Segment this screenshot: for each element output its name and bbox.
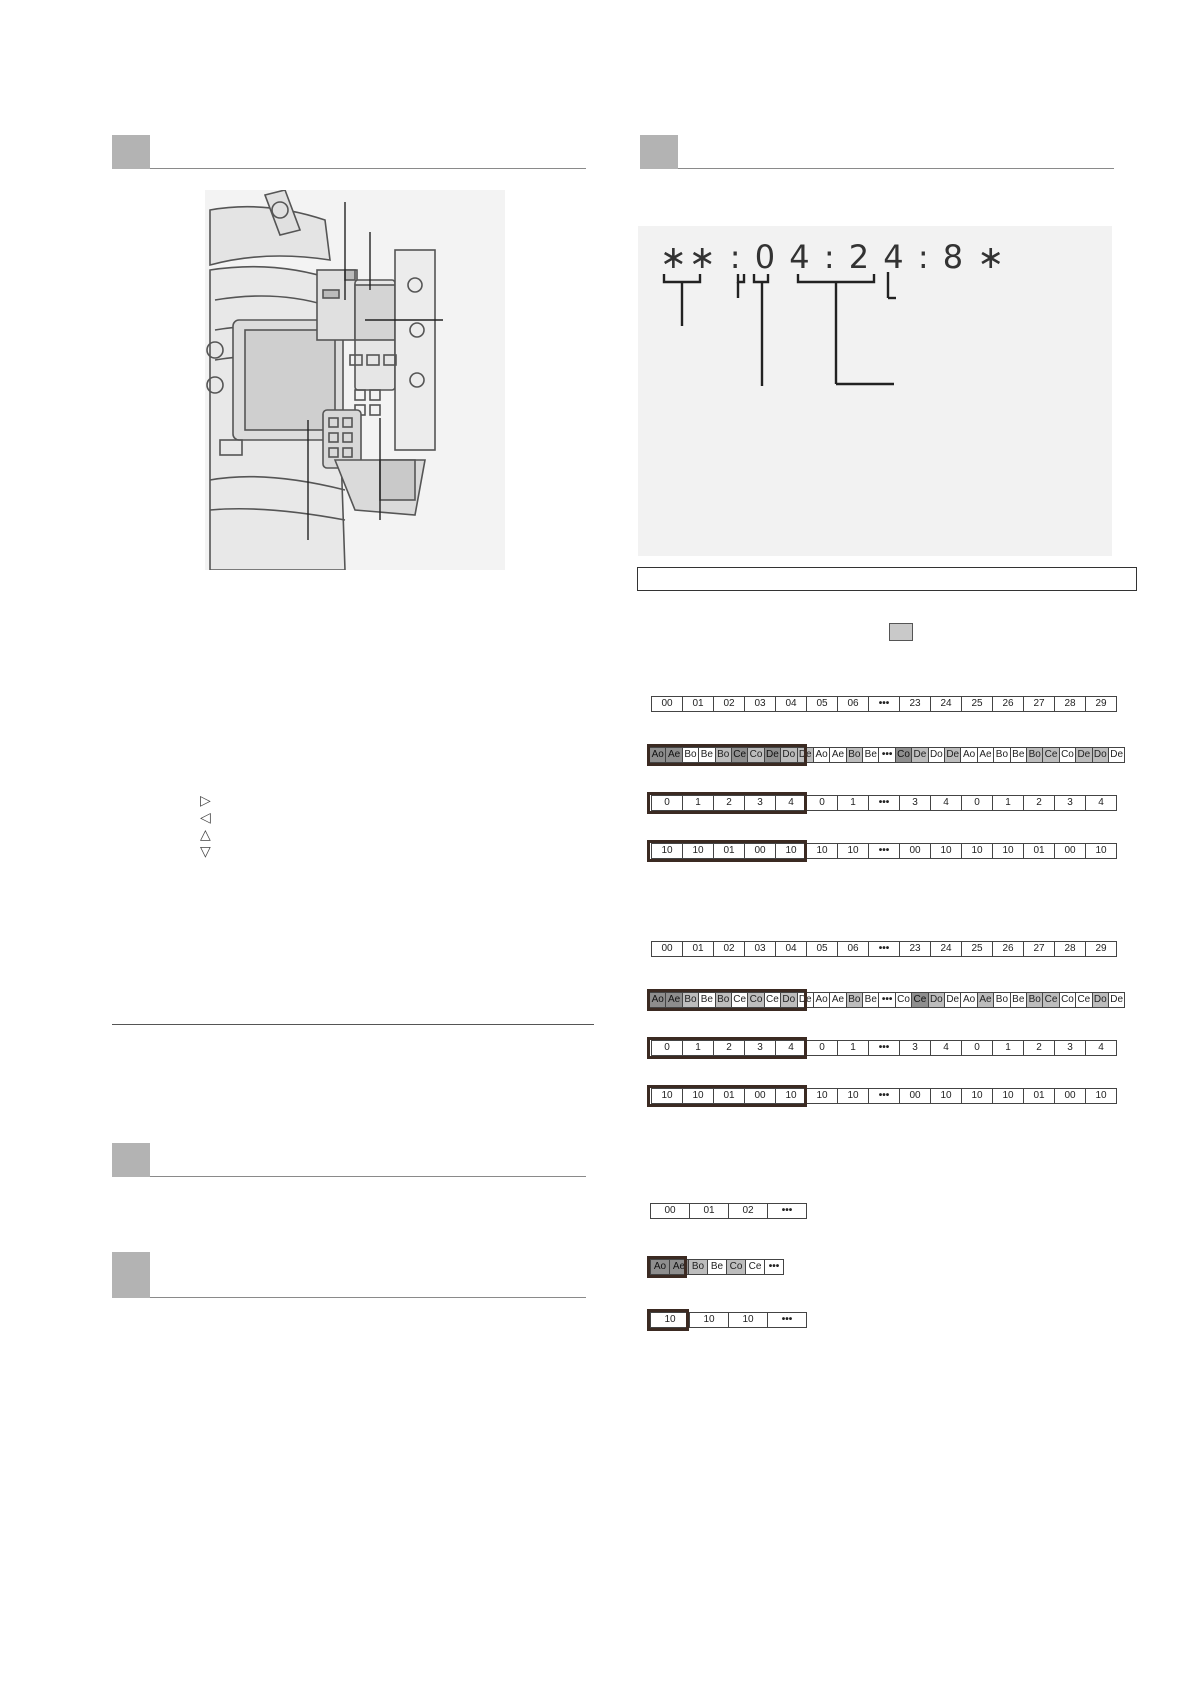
sequence-cell: Bo: [683, 748, 699, 762]
sequence-cell: 00: [652, 942, 683, 956]
sequence-cell: 28: [1055, 697, 1086, 711]
legend-swatch: [889, 623, 913, 641]
sequence-cell: 01: [690, 1204, 729, 1218]
sequence-cell: 1: [993, 796, 1024, 810]
sequence-cell: 01: [1024, 1089, 1055, 1103]
sequence-cell: 10: [683, 1089, 714, 1103]
field-row: [649, 747, 1125, 763]
sequence-cell: •••: [781, 1314, 793, 1325]
sequence-cell: Co: [896, 993, 912, 1007]
sequence-cell: Bo: [1027, 748, 1043, 762]
sequence-cell: De: [912, 748, 928, 762]
sequence-cell: 23: [900, 697, 931, 711]
sequence-cell: Bo: [994, 748, 1010, 762]
field-row: [649, 992, 1125, 1008]
sequence-cell: Ao: [961, 993, 977, 1007]
section-marker: [112, 135, 150, 169]
sequence-cell: 0: [962, 1041, 993, 1055]
sequence-cell: Co: [1060, 748, 1076, 762]
sequence-cell: 10: [962, 844, 993, 858]
sequence-cell: Ae: [978, 748, 994, 762]
sequence-cell: 10: [993, 844, 1024, 858]
sequence-cell: 01: [683, 942, 714, 956]
sequence-cell: 1: [838, 796, 869, 810]
sequence-cell: 01: [683, 697, 714, 711]
sequence-cell: De: [1076, 748, 1092, 762]
left-arrow-icon: ◁: [200, 810, 211, 826]
sequence-cell: 3: [1055, 796, 1086, 810]
sequence-cell: 10: [807, 844, 838, 858]
sequence-cell: 10: [931, 844, 962, 858]
sequence-cell: Co: [1060, 993, 1076, 1007]
sequence-cell: 03: [745, 697, 776, 711]
sequence-cell: Do: [781, 748, 797, 762]
sequence-cell: •••: [879, 748, 895, 762]
frame-number-row: [651, 941, 1117, 957]
sequence-cell: Ao: [651, 1260, 670, 1274]
sequence-cell: Bo: [689, 1260, 708, 1274]
sequence-cell: 24: [931, 697, 962, 711]
sequence-cell: Ce: [1076, 993, 1092, 1007]
sequence-cell: 4: [931, 796, 962, 810]
sequence-cell: 10: [683, 844, 714, 858]
sequence-cell: 1: [683, 796, 714, 810]
sequence-cell: Ae: [666, 993, 682, 1007]
sequence-cell: Ce: [732, 993, 748, 1007]
frame-number-row: [650, 1203, 807, 1219]
sequence-cell: Co: [748, 748, 764, 762]
sequence-cell: 01: [714, 1089, 745, 1103]
sequence-cell: 10: [652, 1089, 683, 1103]
sequence-cell: 26: [993, 942, 1024, 956]
divider: [112, 1024, 594, 1025]
sequence-cell: •••: [869, 1089, 900, 1103]
sequence-cell: 01: [1024, 844, 1055, 858]
code-row: [650, 1312, 807, 1328]
sequence-cell: •••: [869, 942, 900, 956]
down-arrow-icon: ▽: [200, 844, 211, 860]
sequence-cell: Ao: [814, 993, 830, 1007]
sequence-cell: 0: [652, 796, 683, 810]
sequence-cell: 4: [1098, 1042, 1104, 1053]
timecode-brackets: [638, 226, 1112, 396]
sequence-cell: 00: [745, 844, 776, 858]
sequence-cell: 10: [652, 844, 683, 858]
sequence-cell: Co: [727, 1260, 746, 1274]
sequence-cell: Do: [1093, 993, 1109, 1007]
sequence-cell: 4: [931, 1041, 962, 1055]
section-rule: [150, 1297, 586, 1298]
sequence-cell: 10: [838, 844, 869, 858]
sequence-cell: Ao: [814, 748, 830, 762]
sequence-cell: 10: [776, 844, 807, 858]
sequence-cell: 3: [900, 1041, 931, 1055]
sequence-cell: 00: [1055, 844, 1086, 858]
section-header-left-3: [112, 1252, 586, 1296]
sequence-cell: 25: [962, 697, 993, 711]
sequence-cell: Bo: [683, 993, 699, 1007]
sequence-cell: 10: [838, 1089, 869, 1103]
sequence-cell: 10: [807, 1089, 838, 1103]
sequence-cell: De: [945, 993, 961, 1007]
sequence-cell: 3: [745, 1041, 776, 1055]
sequence-cell: De: [798, 748, 814, 762]
sequence-cell: 25: [962, 942, 993, 956]
sequence-cell: 02: [714, 942, 745, 956]
sequence-cell: 10: [776, 1089, 807, 1103]
sequence-cell: 24: [931, 942, 962, 956]
sequence-cell: 06: [838, 697, 869, 711]
sequence-cell: Ao: [650, 748, 666, 762]
sequence-cell: 10: [1095, 845, 1107, 856]
up-arrow-icon: △: [200, 827, 211, 843]
sequence-cell: Bo: [847, 993, 863, 1007]
sequence-cell: •••: [869, 697, 900, 711]
sequence-cell: 29: [1095, 698, 1107, 709]
digit-row: [651, 1040, 1117, 1056]
sequence-cell: 27: [1024, 697, 1055, 711]
sequence-cell: 00: [900, 1089, 931, 1103]
sequence-cell: Do: [1093, 748, 1109, 762]
sequence-cell: 1: [683, 1041, 714, 1055]
sequence-cell: Co: [896, 748, 912, 762]
code-row: [651, 843, 1117, 859]
sequence-cell: Ao: [650, 993, 666, 1007]
timecode-display: ∗∗ : 0 4 : 2 4 : 8 ∗: [660, 238, 1007, 276]
sequence-cell: Ce: [912, 993, 928, 1007]
sequence-cell: 06: [838, 942, 869, 956]
sequence-cell: •••: [869, 844, 900, 858]
sequence-cell: Ce: [732, 748, 748, 762]
field-row: [650, 1259, 784, 1275]
sequence-cell: 05: [807, 697, 838, 711]
sequence-cell: 27: [1024, 942, 1055, 956]
sequence-cell: 0: [962, 796, 993, 810]
sequence-cell: 2: [714, 796, 745, 810]
sequence-cell: 28: [1055, 942, 1086, 956]
sequence-cell: 0: [807, 796, 838, 810]
sequence-cell: 10: [993, 1089, 1024, 1103]
section-marker: [112, 1143, 150, 1177]
sequence-cell: Be: [699, 748, 715, 762]
sequence-cell: Be: [863, 993, 879, 1007]
digit-row: [651, 795, 1117, 811]
sequence-cell: •••: [869, 1041, 900, 1055]
sequence-cell: Ae: [978, 993, 994, 1007]
sequence-cell: Ce: [765, 993, 781, 1007]
section-marker: [112, 1252, 150, 1298]
sequence-cell: 2: [1024, 1041, 1055, 1055]
sequence-cell: 4: [776, 1041, 807, 1055]
sequence-cell: 4: [1098, 797, 1104, 808]
sequence-cell: Ae: [830, 993, 846, 1007]
sequence-cell: Ce: [1043, 748, 1059, 762]
sequence-cell: •••: [879, 993, 895, 1007]
sequence-cell: •••: [869, 796, 900, 810]
sequence-cell: Do: [929, 748, 945, 762]
sequence-cell: Be: [1011, 993, 1027, 1007]
sequence-cell: 29: [1095, 943, 1107, 954]
sequence-cell: 2: [714, 1041, 745, 1055]
sequence-cell: 00: [745, 1089, 776, 1103]
sequence-cell: Be: [1011, 748, 1027, 762]
section-header-left-2: [112, 1143, 586, 1187]
sequence-cell: Bo: [1027, 993, 1043, 1007]
sequence-cell: De: [798, 993, 814, 1007]
sequence-cell: 04: [776, 697, 807, 711]
sequence-cell: 3: [900, 796, 931, 810]
sequence-cell: 01: [714, 844, 745, 858]
sequence-cell: 10: [962, 1089, 993, 1103]
frame-number-row: [651, 696, 1117, 712]
sequence-cell: Do: [929, 993, 945, 1007]
sequence-cell: 10: [931, 1089, 962, 1103]
sequence-cell: 10: [1095, 1090, 1107, 1101]
sequence-cell: De: [1110, 994, 1124, 1005]
sequence-cell: 26: [993, 697, 1024, 711]
note-box: [637, 567, 1137, 591]
sequence-cell: Ce: [746, 1260, 765, 1274]
sequence-cell: 04: [776, 942, 807, 956]
section-rule: [150, 168, 586, 169]
sequence-cell: Bo: [716, 993, 732, 1007]
sequence-cell: 3: [745, 796, 776, 810]
sequence-cell: Ae: [670, 1260, 689, 1274]
sequence-cell: Do: [781, 993, 797, 1007]
sequence-cell: Be: [708, 1260, 727, 1274]
sequence-cell: 02: [714, 697, 745, 711]
sequence-cell: 0: [652, 1041, 683, 1055]
sequence-cell: •••: [768, 1261, 780, 1272]
sequence-cell: Bo: [847, 748, 863, 762]
sequence-cell: 00: [900, 844, 931, 858]
section-header-right-1: [640, 135, 1114, 179]
sequence-cell: 02: [729, 1204, 768, 1218]
sequence-cell: Ae: [830, 748, 846, 762]
section-rule: [678, 168, 1114, 169]
section-rule: [150, 1176, 586, 1177]
code-row: [651, 1088, 1117, 1104]
sequence-cell: Bo: [716, 748, 732, 762]
sequence-cell: 2: [1024, 796, 1055, 810]
sequence-cell: •••: [781, 1205, 793, 1216]
sequence-cell: 10: [651, 1313, 690, 1327]
sequence-cell: De: [765, 748, 781, 762]
sequence-cell: 00: [1055, 1089, 1086, 1103]
sequence-cell: 05: [807, 942, 838, 956]
section-header-left-1: [112, 135, 586, 179]
sequence-cell: Ce: [1043, 993, 1059, 1007]
sequence-cell: 10: [690, 1313, 729, 1327]
camera-illustration: [205, 190, 505, 570]
sequence-cell: Ao: [961, 748, 977, 762]
sequence-cell: De: [1110, 749, 1124, 760]
sequence-cell: 1: [838, 1041, 869, 1055]
right-arrow-icon: ▷: [200, 793, 211, 809]
sequence-cell: 03: [745, 942, 776, 956]
sequence-cell: 4: [776, 796, 807, 810]
sequence-cell: Be: [863, 748, 879, 762]
sequence-cell: 3: [1055, 1041, 1086, 1055]
sequence-cell: De: [945, 748, 961, 762]
sequence-cell: 23: [900, 942, 931, 956]
sequence-cell: Bo: [994, 993, 1010, 1007]
sequence-cell: Ae: [666, 748, 682, 762]
sequence-cell: Co: [748, 993, 764, 1007]
sequence-cell: 0: [807, 1041, 838, 1055]
sequence-cell: 1: [993, 1041, 1024, 1055]
sequence-cell: 00: [652, 697, 683, 711]
sequence-cell: 10: [729, 1313, 768, 1327]
sequence-cell: 00: [651, 1204, 690, 1218]
sequence-cell: Be: [699, 993, 715, 1007]
section-marker: [640, 135, 678, 169]
